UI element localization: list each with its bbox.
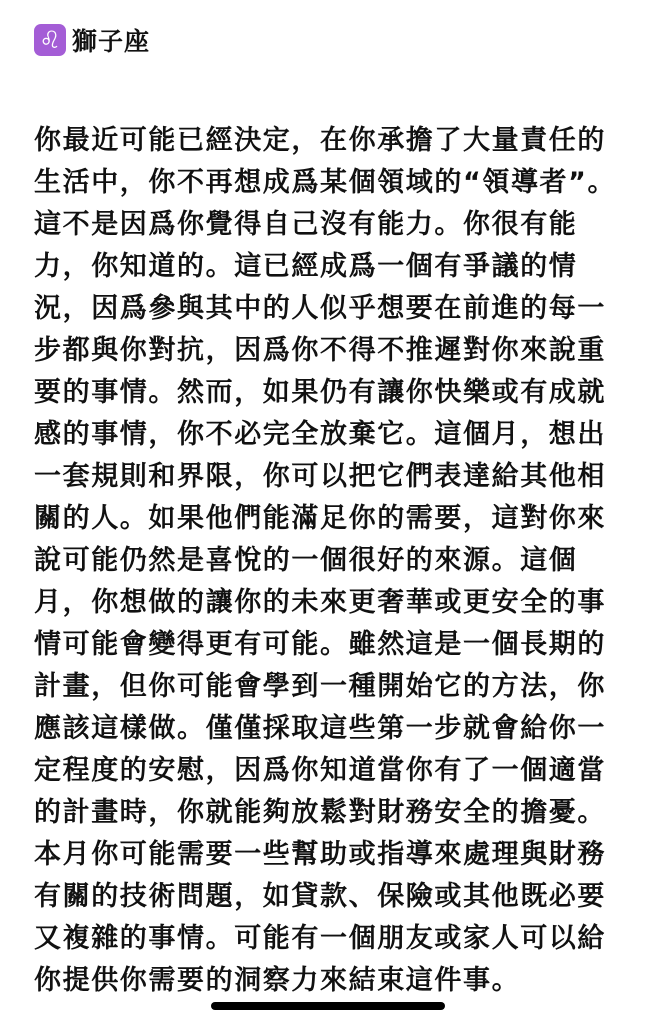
page-header [34,22,150,58]
article-line: 情可能會變得更有可能。雖然這是一個長期的 [34,629,606,660]
article-line: 感的事情，你不必完全放棄它。這個月，想出 [34,419,606,450]
article-line: 一套規則和界限，你可以把它們表達給其他相 [34,461,606,492]
page-title: 獅子座 [72,27,151,56]
article-line: 說可能仍然是喜悅的一個很好的來源。這個 [34,545,578,576]
article-line: 況，因爲參與其中的人似乎想要在前進的每一 [34,293,606,324]
leo-zodiac-icon: ♌ [34,24,66,56]
article-line: 應該這樣做。僅僅採取這些第一步就會給你一 [34,713,606,744]
article-line: 要的事情。然而，如果仍有讓你快樂或有成就 [34,377,606,408]
article-line: 有關的技術問題，如貸款、保險或其他既必要 [34,881,606,912]
article-line: 生活中，你不再想成爲某個領域的“領導者”。 [34,167,617,198]
article-line: 你提供你需要的洞察力來結束這件事。 [34,965,521,996]
article-line: 本月你可能需要一些幫助或指導來處理與財務 [34,839,606,870]
article-line: 又複雜的事情。可能有一個朋友或家人可以給 [34,923,606,954]
horoscope-article [34,120,626,1002]
article-line: 定程度的安慰，因爲你知道當你有了一個適當 [34,755,606,786]
home-indicator-bar[interactable] [211,1002,445,1010]
article-line: 關的人。如果他們能滿足你的需要，這對你來 [34,503,606,534]
article-line: 步都與你對抗，因爲你不得不推遲對你來說重 [34,335,606,366]
article-line: 這不是因爲你覺得自己沒有能力。你很有能 [34,209,578,240]
article-line: 力，你知道的。這已經成爲一個有爭議的情 [34,251,578,282]
article-line: 你最近可能已經決定，在你承擔了大量責任的 [34,125,606,156]
article-line: 計畫，但你可能會學到一種開始它的方法，你 [34,671,606,702]
article-line: 月，你想做的讓你的未來更奢華或更安全的事 [34,587,606,618]
article-line: 的計畫時，你就能夠放鬆對財務安全的擔憂。 [34,797,606,828]
